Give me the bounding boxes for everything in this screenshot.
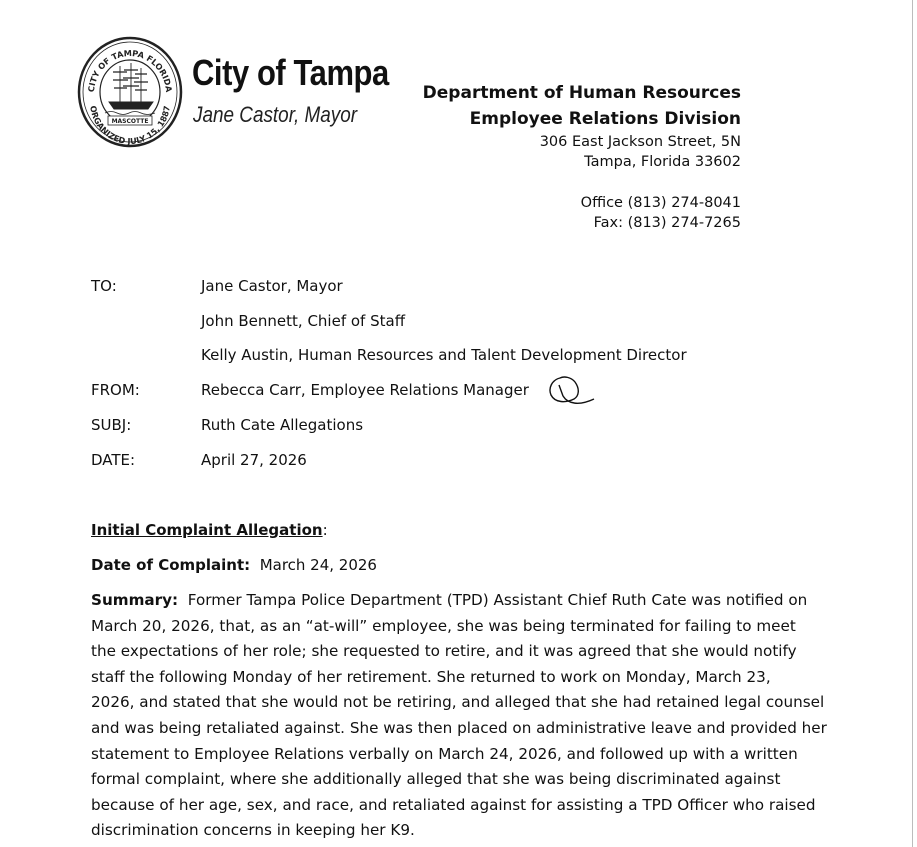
- summary-line: March 20, 2026, that, as an “at-will” employee, she was being terminated for failing to meet: [91, 616, 796, 635]
- city-seal-logo: [77, 36, 183, 148]
- summary-line: Former Tampa Police Department (TPD) Assistant Chief Ruth Cate was notified on: [187, 591, 808, 609]
- complaint-date-value: March 24, 2026: [259, 556, 377, 574]
- date-label: DATE:: [91, 451, 136, 469]
- fax-number: Fax: (813) 274-7265: [593, 215, 741, 231]
- handwritten-initials-signature: [546, 372, 596, 412]
- mayor-subtitle: Jane Castor, Mayor: [193, 102, 358, 127]
- section-heading-text: Initial Complaint Allegation: [91, 521, 323, 539]
- summary-line: staff the following Monday of her retirement. She returned to work on Monday, March 23,: [91, 667, 771, 686]
- summary-line: 2026, and stated that she would not be retiring, and alleged that she had retained legal counsel: [91, 693, 825, 712]
- subject-label: SUBJ:: [91, 416, 132, 434]
- summary-label: Summary:: [91, 591, 179, 609]
- summary-line: formal complaint, where she additionally alleged that she was being discriminated against: [91, 770, 781, 789]
- subject-value: Ruth Cate Allegations: [201, 416, 364, 434]
- page-edge-divider: [912, 0, 913, 847]
- complaint-section-heading: [91, 520, 328, 540]
- svg-text:ORGANIZED JULY 15, 1887: ORGANIZED JULY 15, 1887: [88, 104, 172, 147]
- complaint-date-row: [91, 555, 377, 575]
- complaint-date-label: Date of Complaint:: [91, 556, 251, 574]
- address-line-2: Tampa, Florida 33602: [584, 154, 741, 170]
- svg-text:CITY OF TAMPA FLORIDA: CITY OF TAMPA FLORIDA: [85, 47, 175, 93]
- date-value: April 27, 2026: [201, 451, 307, 469]
- summary-line: the expectations of her role; she requested to retire, and it was agreed that she would notify: [91, 642, 797, 661]
- from-value: Rebecca Carr, Employee Relations Manager: [201, 381, 529, 399]
- to-recipient: Kelly Austin, Human Resources and Talent Development Director: [201, 346, 687, 364]
- division-name: Employee Relations Division: [469, 109, 741, 129]
- department-name: Department of Human Resources: [422, 83, 741, 103]
- svg-text:MASCOTTE: MASCOTTE: [111, 118, 149, 125]
- summary-line: because of her age, sex, and race, and retaliated against for assisting a TPD Officer who raised: [91, 795, 816, 814]
- address-line-1: 306 East Jackson Street, 5N: [539, 134, 741, 150]
- from-label: FROM:: [91, 381, 140, 399]
- summary-line: and was being retaliated against. She was then placed on administrative leave and provided her: [91, 718, 827, 737]
- city-name-heading: City of Tampa: [192, 52, 389, 93]
- section-heading-colon: :: [322, 521, 328, 539]
- to-label: TO:: [91, 277, 117, 295]
- summary-line: statement to Employee Relations verbally on March 24, 2026, and followed up with a written: [91, 744, 798, 763]
- to-recipient: Jane Castor, Mayor: [201, 277, 343, 295]
- department-letterhead: [423, 80, 741, 233]
- office-phone: Office (813) 274-8041: [580, 195, 741, 211]
- summary-paragraph: [91, 590, 827, 846]
- to-recipient: John Bennett, Chief of Staff: [201, 312, 406, 330]
- summary-line: discrimination concerns in keeping her K9.: [91, 821, 415, 840]
